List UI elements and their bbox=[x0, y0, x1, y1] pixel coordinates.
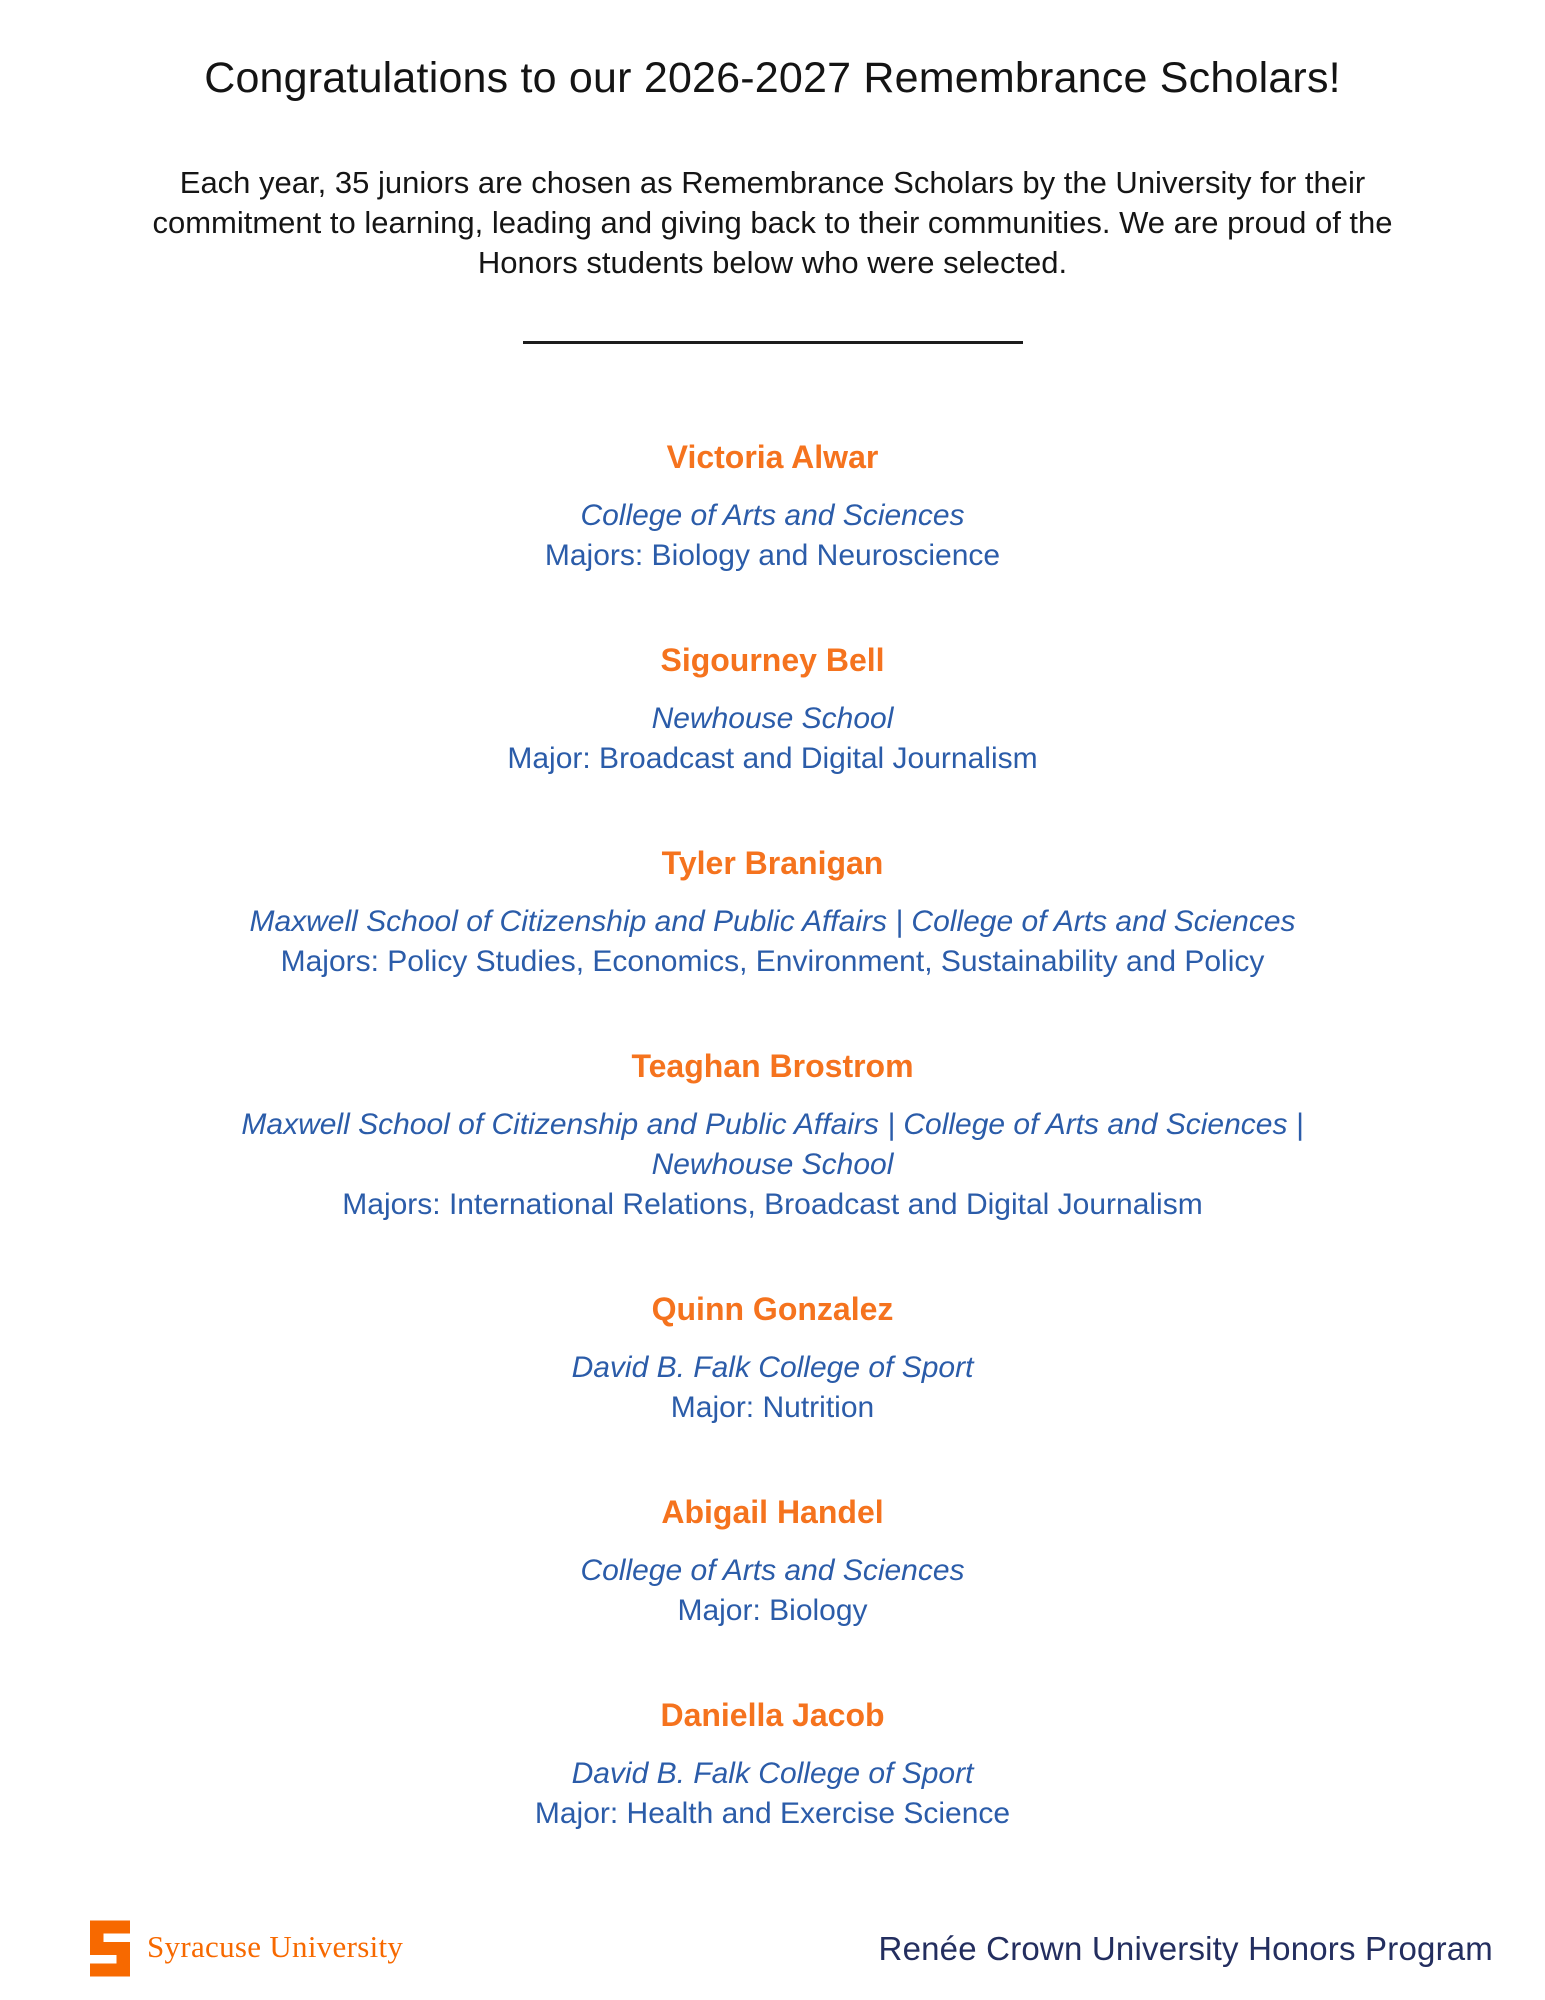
scholar-entry bbox=[0, 641, 1545, 779]
section-divider bbox=[523, 341, 1023, 344]
page-title: Congratulations to our 2026-2027 Remembrance Scholars! bbox=[204, 54, 1341, 102]
intro-paragraph bbox=[43, 163, 1503, 283]
scholar-name: Sigourney Bell bbox=[660, 642, 885, 679]
scholar-majors: Major: Health and Exercise Science bbox=[534, 1797, 1011, 1831]
scholar-name: Quinn Gonzalez bbox=[651, 1291, 894, 1328]
honors-program-wordmark: Renée Crown University Honors Program bbox=[878, 1929, 1493, 1967]
scholar-entry bbox=[0, 1047, 1545, 1225]
syracuse-university-wordmark: Syracuse University bbox=[147, 1928, 404, 1964]
scholar-name: Victoria Alwar bbox=[666, 439, 879, 476]
intro-line: Each year, 35 juniors are chosen as Remembrance Scholars by the University for their bbox=[179, 165, 1366, 201]
scholar-name: Teaghan Brostrom bbox=[631, 1048, 914, 1085]
scholar-school: Maxwell School of Citizenship and Public Affairs | College of Arts and Sciences | Newhouse School bbox=[241, 1108, 1304, 1182]
scholar-name: Abigail Handel bbox=[661, 1494, 884, 1531]
intro-line: Honors students below who were selected. bbox=[477, 245, 1068, 281]
scholar-school: College of Arts and Sciences bbox=[580, 1554, 965, 1588]
syracuse-block-s-icon bbox=[90, 1920, 130, 1977]
scholar-majors: Major: Broadcast and Digital Journalism bbox=[507, 742, 1038, 776]
scholar-name: Daniella Jacob bbox=[660, 1697, 885, 1734]
intro-line: commitment to learning, leading and giving back to their communities. We are proud of the bbox=[152, 205, 1393, 241]
scholar-majors: Majors: Policy Studies, Economics, Environment, Sustainability and Policy bbox=[280, 945, 1265, 979]
scholar-school: David B. Falk College of Sport bbox=[571, 1351, 974, 1385]
scholar-majors: Majors: Biology and Neuroscience bbox=[544, 539, 1001, 573]
scholar-list bbox=[0, 438, 1545, 1834]
scholar-school: David B. Falk College of Sport bbox=[571, 1757, 974, 1791]
scholar-majors: Majors: International Relations, Broadcast and Digital Journalism bbox=[342, 1188, 1203, 1222]
syracuse-logo bbox=[90, 1920, 403, 1977]
scholar-majors: Major: Biology bbox=[677, 1594, 868, 1628]
scholar-entry bbox=[0, 1696, 1545, 1834]
scholar-school: Newhouse School bbox=[651, 702, 894, 736]
scholar-majors: Major: Nutrition bbox=[670, 1391, 875, 1425]
scholar-name: Tyler Branigan bbox=[661, 845, 884, 882]
scholar-entry bbox=[0, 1290, 1545, 1428]
scholar-entry bbox=[0, 844, 1545, 982]
scholar-school: College of Arts and Sciences bbox=[580, 499, 965, 533]
scholar-entry bbox=[0, 438, 1545, 576]
scholar-school: Maxwell School of Citizenship and Public Affairs | College of Arts and Sciences bbox=[249, 905, 1296, 939]
page-footer bbox=[90, 1920, 1493, 1977]
scholar-entry bbox=[0, 1493, 1545, 1631]
